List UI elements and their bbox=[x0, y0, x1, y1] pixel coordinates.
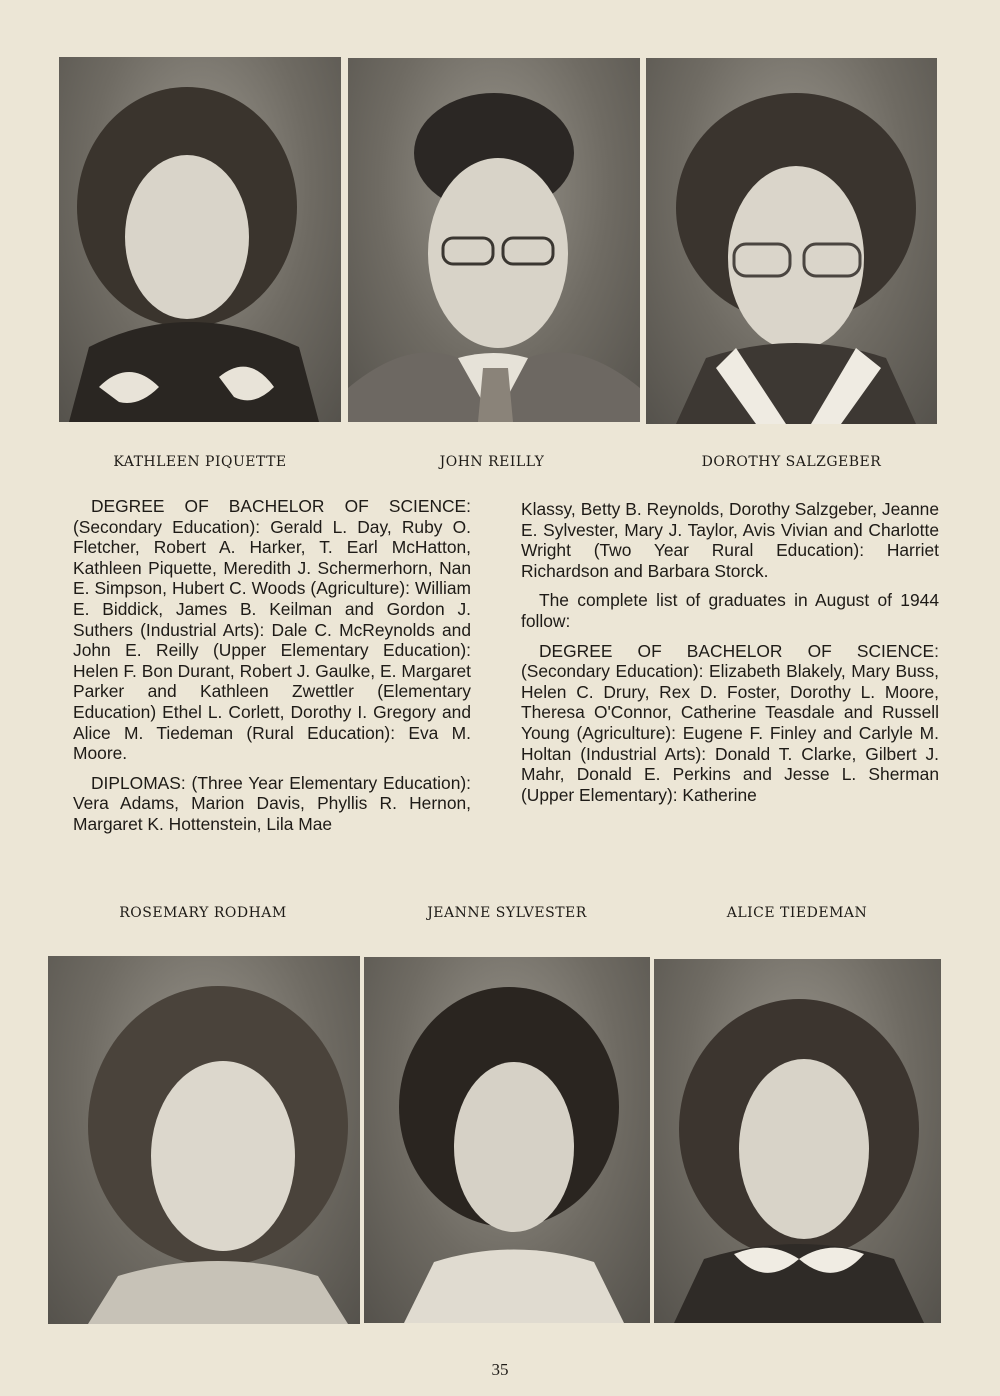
page-number: 35 bbox=[491, 1360, 509, 1379]
portrait-photo-john-reilly bbox=[348, 58, 640, 422]
left-paragraph-degree-bs: DEGREE OF BACHELOR OF SCIENCE: (Secondary Education): Gerald L. Day, Ruby O. Fletcher, Robert A. Harker, T. Earl McHatton, Kathleen Piquette, Meredith J. Schermerhorn, Nan E. Simpson, Hubert C. Woods (Agriculture): William E. Biddick, James B. Keilman and Gordon J. Suthers (Industrial Arts): Dale C. McReynolds and John E. Reilly (Upper Elementary Education): Helen F. Bon Durant, Robert J. Gaulke, E. Margaret Parker and Kathleen Zwettler (Elementary Education) Ethel L. Corlett, Dorothy I. Gregory and Alice M. Tiedeman (Rural Education): Eva M. Moore. bbox=[73, 496, 471, 764]
caption-kathleen-piquette: KATHLEEN PIQUETTE bbox=[113, 454, 287, 470]
portrait-photo-kathleen-piquette bbox=[59, 57, 341, 422]
caption-alice-tiedeman: ALICE TIEDEMAN bbox=[726, 905, 868, 921]
left-paragraph-diplomas: DIPLOMAS: (Three Year Elementary Education): Vera Adams, Marion Davis, Phyllis R. Hernon, Margaret K. Hottenstein, Lila Mae bbox=[73, 772, 471, 834]
caption-dorothy-salzgeber: DOROTHY SALZGEBER bbox=[701, 454, 882, 470]
caption-john-reilly: JOHN REILLY bbox=[439, 454, 545, 470]
left-text-column bbox=[73, 496, 471, 844]
right-paragraph-august-1944: The complete list of graduates in August of 1944 follow: bbox=[521, 590, 939, 631]
portrait-photo-dorothy-salzgeber bbox=[646, 58, 937, 424]
right-paragraph-continuation: Klassy, Betty B. Reynolds, Dorothy Salzgeber, Jeanne E. Sylvester, Mary J. Taylor, Avis Vivian and Charlotte Wright (Two Year Rural Education): Harriet Richardson and Barbara Storck. bbox=[521, 499, 939, 581]
right-text-column bbox=[521, 499, 939, 814]
portrait-photo-jeanne-sylvester bbox=[364, 957, 650, 1323]
portrait-photo-rosemary-rodham bbox=[48, 956, 360, 1324]
right-paragraph-degree-bs-august: DEGREE OF BACHELOR OF SCIENCE: (Secondary Education): Elizabeth Blakely, Mary Buss, Helen C. Drury, Rex D. Foster, Dorothy L. Moore, Theresa O'Connor, Catherine Teasdale and Russell Young (Agriculture): Eugene F. Finley and Carlyle M. Holtan (Industrial Arts): Donald T. Clarke, Gilbert J. Mahr, Donald E. Perkins and Jesse L. Sherman (Upper Elementary): Katherine bbox=[521, 640, 939, 805]
portrait-photo-alice-tiedeman bbox=[654, 959, 941, 1323]
caption-rosemary-rodham: ROSEMARY RODHAM bbox=[119, 905, 287, 921]
caption-jeanne-sylvester: JEANNE SYLVESTER bbox=[427, 905, 587, 921]
